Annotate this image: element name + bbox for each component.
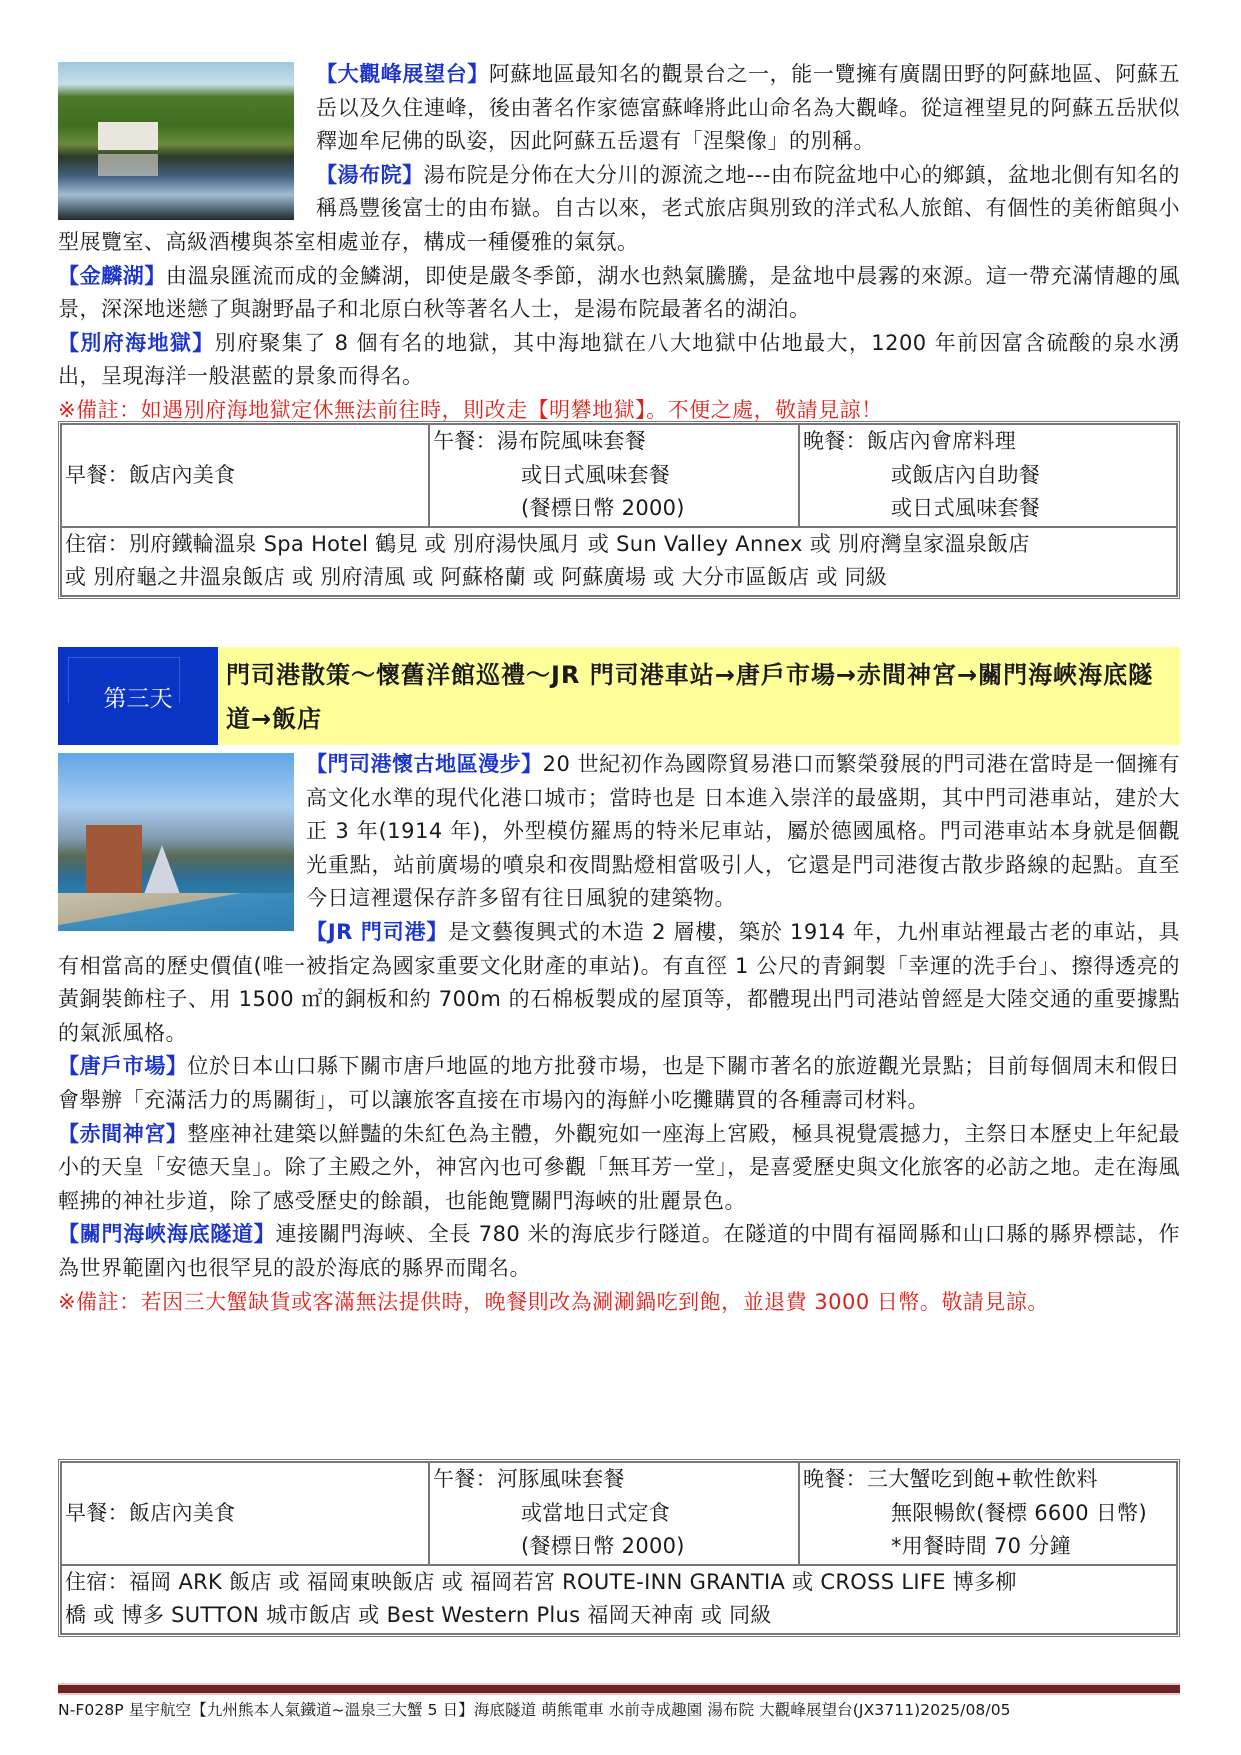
day3-header <box>58 647 1180 745</box>
footer-divider <box>58 1683 1180 1695</box>
paragraph-daikanbo: 【大觀峰展望台】阿蘇地區最知名的觀景台之一，能一覽擁有廣闊田野的阿蘇地區、阿蘇五岳以及久住連峰，後由著名作家德富蘇峰將此山命名為大觀峰。從這裡望見的阿蘇五岳狀似釋迦牟尼佛的臥姿，因此阿蘇五岳還有「涅槃像」的別稱。 <box>316 62 1181 154</box>
footer-tour-code: N-F028P 星宇航空【九州熊本人氣鐵道~溫泉三大蟹 5 日】海底隧道 萌熊電車 水前寺成趣園 湯布院 大觀峰展望台(JX3711)2025/08/05 <box>58 1701 1011 1719</box>
dinner-cell: 晚餐：飯店內會席料理 或飯店內自助餐 或日式風味套餐 <box>799 424 1177 527</box>
breakfast-cell: 早餐：飯店內美食 <box>61 424 429 527</box>
heading-kanmon-tunnel: 【關門海峽海底隧道】 <box>58 1222 276 1247</box>
dinner-cell: 晚餐：三大蟹吃到飽+軟性飲料 無限暢飲(餐標 6600 日幣) *用餐時間 70 分鐘 <box>799 1462 1177 1565</box>
section-aso-yufuin <box>58 58 1180 428</box>
breakfast-cell: 早餐：飯店內美食 <box>61 1462 429 1565</box>
heading-kinrinko: 【金麟湖】 <box>58 263 166 288</box>
lunch-cell: 午餐：河豚風味套餐 或當地日式定食 (餐標日幣 2000) <box>429 1462 799 1565</box>
paragraph-mojiko-retro: 【門司港懷古地區漫步】20 世紀初作為國際貿易港口而繁榮發展的門司港在當時是一個擁有高文化水準的現代化港口城市；當時也是 日本進入崇洋的最盛期，其中門司港車站，建於大正 3 年(1914 年)，外型模仿羅馬的特米尼車站，屬於德國風格。門司港車站本身就是個觀光重點，站前廣場的噴泉和夜間點燈相當吸引人，它還是門司港復古散步路線的起點。直至今日這裡還保存許多留有往日風貌的建築物。 <box>306 752 1180 911</box>
meal-table-day3 <box>58 1459 1180 1637</box>
paragraph-jr-mojiko: 【JR 門司港】是文藝復興式的木造 2 層樓，築於 1914 年，九州車站裡最古老的車站，具有相當高的歷史價值(唯一被指定為國家重要文化財產的車站)。有直徑 1 公尺的青銅製「幸運的洗手台」、擦得透亮的黃銅裝飾柱子、用 1500 ㎡的銅板和約 700m 的石棉板製成的屋頂等，都體現出門司港站曾經是大陸交通的重要據點的氣派風格。 <box>58 919 1180 1045</box>
paragraph-karato-market: 【唐戶市場】位於日本山口縣下關市唐戶地區的地方批發市場，也是下關市著名的旅遊觀光景點；目前每個周末和假日會舉辦「充滿活力的馬關街」，可以讓旅客直接在市場內的海鮮小吃攤購買的各種壽司材料。 <box>58 1054 1181 1112</box>
heading-mojiko-retro: 【門司港懷古地區漫步】 <box>306 752 543 776</box>
day3-title: 門司港散策～懷舊洋館巡禮～JR 門司港車站→唐戶市場→赤間神宮→關門海峽海底隧道→飯店 <box>218 647 1180 745</box>
lunch-cell: 午餐：湯布院風味套餐 或日式風味套餐 (餐標日幣 2000) <box>429 424 799 527</box>
meal-table-day2 <box>58 421 1180 599</box>
paragraph-kanmon-tunnel: 【關門海峽海底隧道】連接關門海峽、全長 780 米的海底步行隧道。在隧道的中間有福岡縣和山口縣的縣界標誌，作為世界範圍內也很罕見的設於海底的縣界而聞名。 <box>58 1222 1180 1280</box>
paragraph-kinrinko: 【金麟湖】由溫泉匯流而成的金鱗湖，即使是嚴冬季節，湖水也熱氣騰騰，是盆地中晨霧的來源。這一帶充滿情趣的風景，深深地迷戀了與謝野晶子和北原白秋等著名人士，是湯布院最著名的湖泊。 <box>58 263 1181 322</box>
heading-beppu-umi-jigoku: 【別府海地獄】 <box>58 330 215 355</box>
heading-akama-shrine: 【赤間神宮】 <box>58 1121 188 1146</box>
lodging-cell: 住宿：別府鐵輪溫泉 Spa Hotel 鶴見 或 別府湯快風月 或 Sun Valley Annex 或 別府灣皇家溫泉飯店 或 別府龜之井溫泉飯店 或 別府清風 或 阿蘇格蘭 或 阿蘇廣場 或 大分市區飯店 或 同級 <box>61 527 1177 596</box>
paragraph-beppu-umi-jigoku: 【別府海地獄】別府聚集了 8 個有名的地獄，其中海地獄在八大地獄中佔地最大，1200 年前因富含硫酸的泉水湧出，呈現海洋一般湛藍的景象而得名。 <box>58 330 1181 389</box>
heading-daikanbo: 【大觀峰展望台】 <box>316 62 489 86</box>
heading-yufuin: 【湯布院】 <box>316 162 424 187</box>
paragraph-akama-shrine: 【赤間神宮】整座神社建築以鮮豔的朱紅色為主體，外觀宛如一座海上宮殿，極具視覺震撼力，主祭日本歷史上年紀最小的天皇「安德天皇」。除了主殿之外，神宮內也可參觀「無耳芳一堂」，是喜愛歷史與文化旅客的必訪之地。走在海風輕拂的神社步道，除了感受歷史的餘韻，也能飽覽關門海峽的壯麗景色。 <box>58 1121 1181 1213</box>
paragraph-yufuin-a: 【湯布院】湯布院是分佈在大分川的源流之地---由布院盆地中心的鄉鎮，盆地北側有知名的稱爲豐後富士的由布嶽。自古以來，老式旅店與別致的洋式私人旅館、有個性的美術館與小型展覽室、高級酒樓與茶室相處並存，構成一種優雅的氣氛。 <box>58 162 1181 254</box>
section-day3 <box>58 748 1180 1319</box>
lodging-cell: 住宿：福岡 ARK 飯店 或 福岡東映飯店 或 福岡若宮 ROUTE-INN GRANTIA 或 CROSS LIFE 博多柳 橋 或 博多 SUTTON 城市飯店 或 Best Western Plus 福岡天神南 或 同級 <box>61 1565 1177 1634</box>
heading-jr-mojiko: 【JR 門司港】 <box>306 919 449 944</box>
intro-flow <box>58 58 1180 260</box>
note-beppu: ※備註：如遇別府海地獄定休無法前往時，則改走【明礬地獄】。不便之處，敬請見諒！ <box>58 397 883 422</box>
note-crab: ※備註：若因三大蟹缺貨或客滿無法提供時，晚餐則改為涮涮鍋吃到飽，並退費 3000 日幣。敬請見諒。 <box>58 1289 1049 1314</box>
day-badge: 第三天 <box>58 647 218 745</box>
heading-karato-market: 【唐戶市場】 <box>58 1054 188 1079</box>
